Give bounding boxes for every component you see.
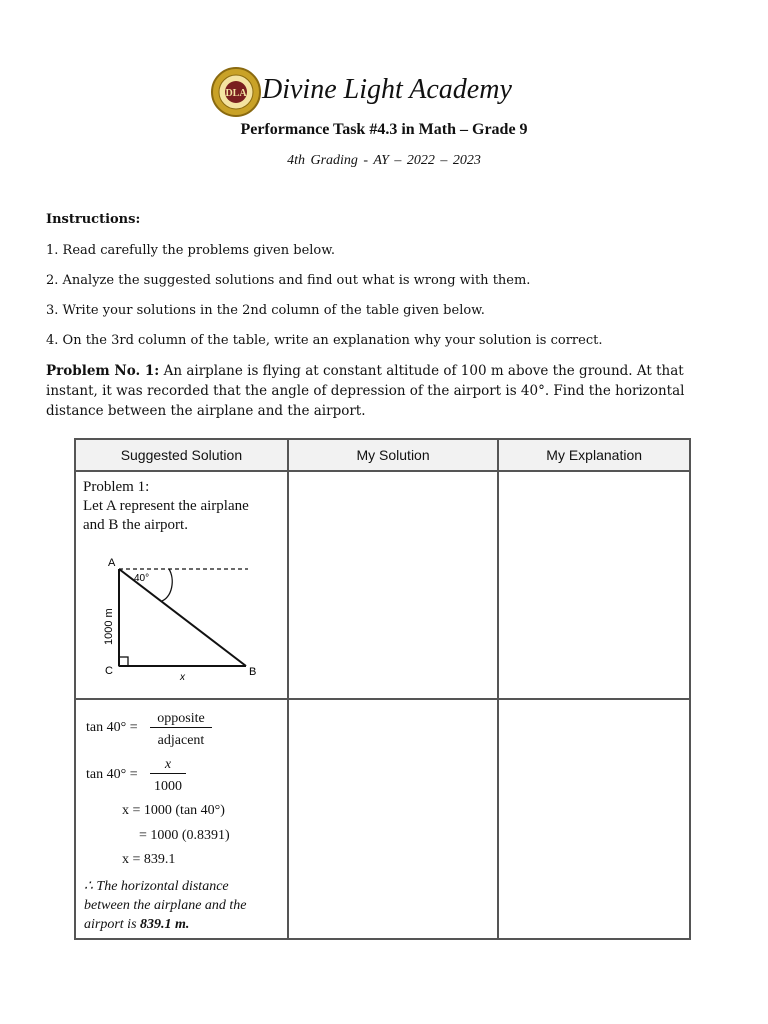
side-x-label: x — [180, 672, 185, 683]
academy-logo — [210, 66, 262, 118]
problem-text: An airplane is flying at constant altitude of 100 m above the ground. At that instant, it was recorded that the angle of depression of the airport is 40°. Find the horizontal distance between the airplane and the airport. — [46, 363, 685, 419]
tan-equation-label: tan 40° = — [86, 767, 138, 782]
conclusion-value: 839.1 m. — [140, 917, 190, 932]
problem-1-label: Problem 1: — [83, 479, 150, 495]
instructions-heading: Instructions: — [46, 212, 141, 227]
fraction-denominator: 1000 — [154, 779, 182, 794]
page-title: Performance Task #4.3 in Math – Grade 9 — [240, 121, 528, 138]
solution-step: x = 1000 (tan 40°) — [122, 803, 225, 818]
fraction-numerator: x — [150, 756, 186, 774]
header-my-explanation: My Explanation — [498, 439, 690, 471]
point-a-label: A — [108, 557, 116, 569]
solution-step: = 1000 (0.8391) — [139, 828, 230, 843]
school-name: Divine Light Academy — [262, 74, 512, 105]
conclusion-text: airport is — [84, 917, 141, 932]
page-header — [0, 62, 768, 122]
ratio-numerator: opposite — [150, 710, 212, 728]
my-explanation-cell-2[interactable] — [498, 699, 690, 939]
problem-statement — [46, 361, 702, 421]
side-height-label: 1000 m — [103, 608, 115, 645]
table-row — [75, 471, 690, 699]
solution-table — [74, 438, 691, 940]
my-solution-cell-2[interactable] — [288, 699, 498, 939]
my-solution-cell-1[interactable] — [288, 471, 498, 699]
logo-text: DLA — [225, 88, 247, 99]
instruction-item: 4. On the 3rd column of the table, write an explanation why your solution is correct. — [46, 333, 603, 348]
suggested-solution-cell-2 — [75, 699, 288, 939]
conclusion-line: between the airplane and the — [84, 898, 247, 913]
conclusion-line: ∴ The horizontal distance — [84, 879, 229, 894]
table-row — [75, 699, 690, 939]
instruction-item: 1. Read carefully the problems given below. — [46, 243, 335, 258]
instruction-item: 2. Analyze the suggested solutions and find out what is wrong with them. — [46, 273, 531, 288]
header-suggested-solution: Suggested Solution — [75, 439, 288, 471]
problem-1-line: Let A represent the airplane — [83, 498, 249, 514]
worked-solution — [76, 700, 287, 936]
conclusion — [84, 877, 247, 934]
grading-period: 4th Grading - AY – 2022 – 2023 — [287, 153, 481, 168]
point-b-label: B — [249, 666, 257, 678]
instruction-item: 3. Write your solutions in the 2nd column of the table given below. — [46, 303, 485, 318]
problem-label: Problem No. 1: — [46, 363, 160, 379]
ratio-denominator: adjacent — [157, 733, 205, 748]
problem-1-line: and B the airport. — [83, 517, 188, 533]
triangle-diagram — [76, 535, 281, 685]
my-explanation-cell-1[interactable] — [498, 471, 690, 699]
suggested-solution-cell-1 — [75, 471, 288, 699]
point-c-label: C — [105, 665, 113, 677]
angle-label: 40° — [134, 573, 150, 584]
conclusion-line — [84, 915, 247, 934]
solution-step: x = 839.1 — [122, 852, 176, 867]
table-header-row — [75, 439, 690, 471]
header-my-solution: My Solution — [288, 439, 498, 471]
tan-equation-label: tan 40° = — [86, 720, 138, 735]
